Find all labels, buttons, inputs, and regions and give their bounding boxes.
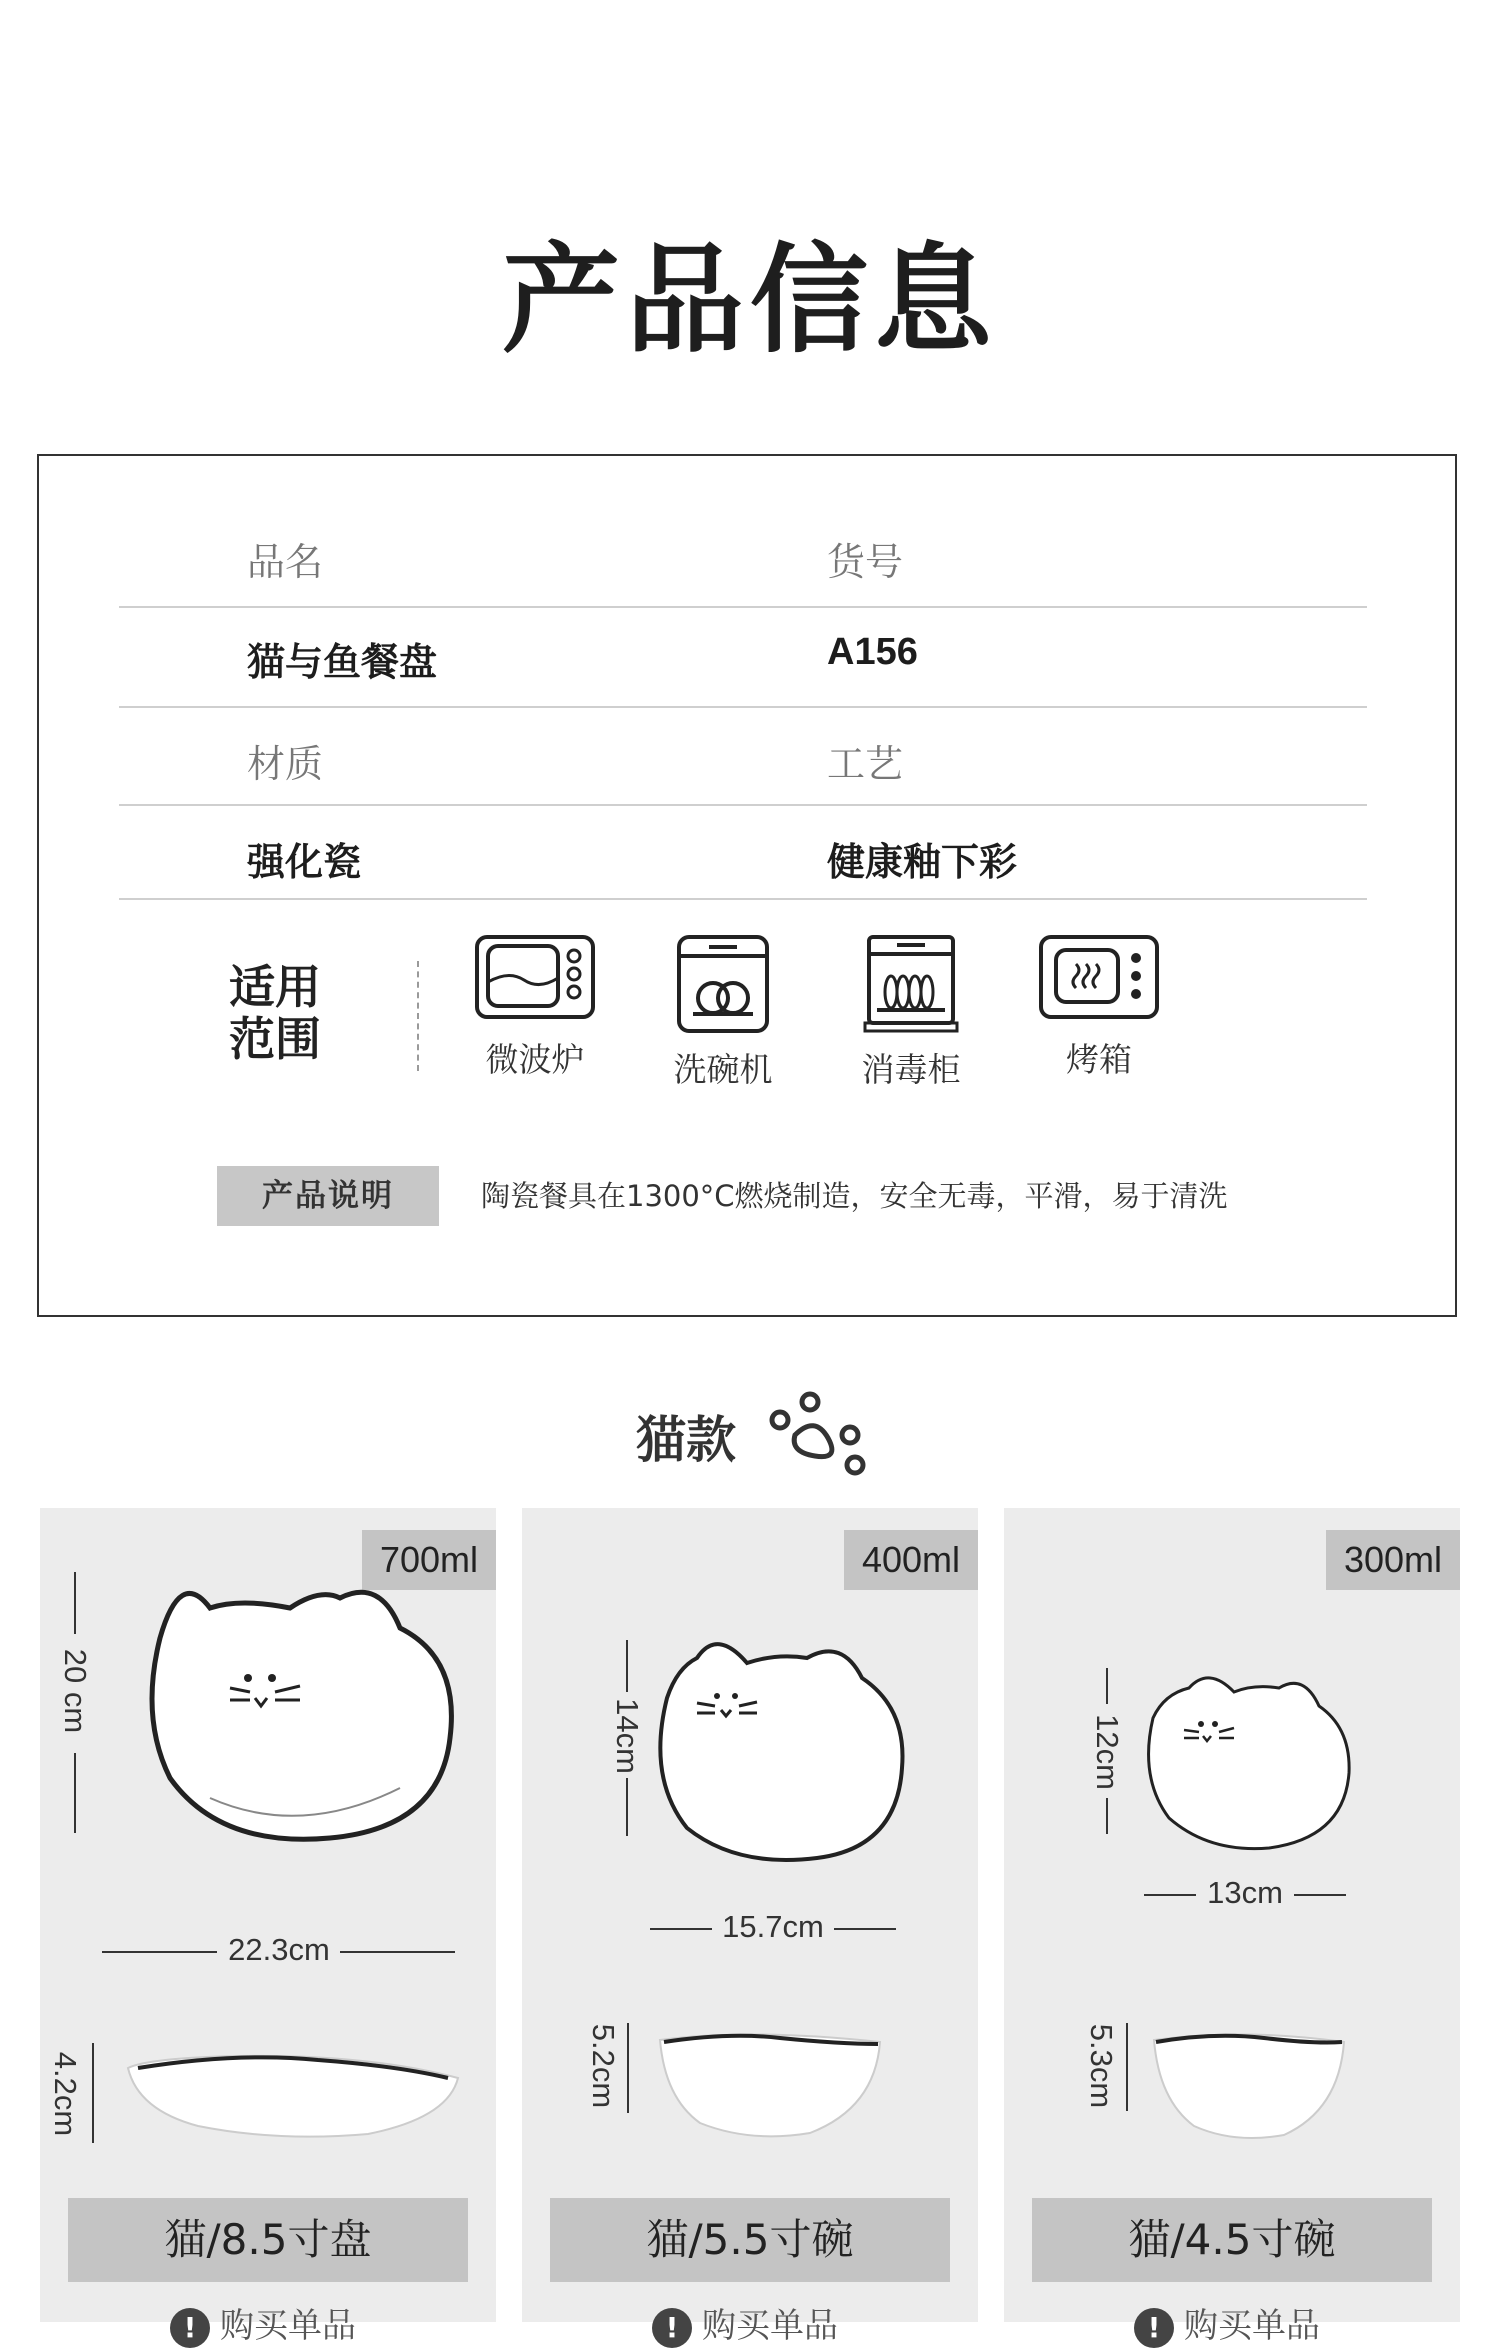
dimension-line <box>74 1753 76 1833</box>
buy-label: 购买单品 <box>1184 2306 1320 2346</box>
label-material: 材质 <box>247 742 324 786</box>
sterilizer-cabinet-icon <box>863 934 959 1034</box>
section-title: 猫款 <box>636 1411 736 1469</box>
product-card[interactable] <box>1004 1508 1460 2346</box>
label-item-number: 货号 <box>827 540 904 584</box>
value-material: 强化瓷 <box>247 840 362 884</box>
cat-bowl-small-side-view <box>1144 2020 1354 2150</box>
product-card[interactable] <box>40 1508 496 2346</box>
scope-title <box>229 961 321 1065</box>
dimension-line <box>1106 1668 1108 1704</box>
divider <box>119 606 1367 608</box>
height-dimension: 20 cm <box>58 1648 93 1734</box>
dimension-line <box>626 1778 628 1836</box>
capacity-badge: 300ml <box>1326 1530 1460 1590</box>
dimension-line <box>340 1951 455 1953</box>
dimension-line <box>74 1572 76 1634</box>
cat-bowl-side-view <box>650 2018 890 2148</box>
value-item-number: A156 <box>827 631 918 673</box>
scope-divider <box>417 961 419 1071</box>
paw-print-icon <box>760 1390 870 1480</box>
product-name: 猫/5.5寸碗 <box>550 2198 950 2282</box>
dishwasher-icon <box>675 934 771 1034</box>
scope-item-oven <box>1019 934 1179 1081</box>
scope-title-line2: 范围 <box>229 1012 321 1066</box>
divider <box>119 898 1367 900</box>
page-title: 产品信息 <box>501 231 998 369</box>
buy-label: 购买单品 <box>702 2306 838 2346</box>
depth-dimension: 4.2cm <box>48 2051 83 2137</box>
buy-single-link[interactable] <box>170 2298 356 2348</box>
description-text: 陶瓷餐具在1300°C燃烧制造，安全无毒，平滑，易于清洗 <box>481 1179 1228 1213</box>
scope-item-label: 消毒柜 <box>861 1050 961 1089</box>
scope-item-label: 微波炉 <box>485 1040 585 1079</box>
info-icon: ! <box>170 2308 210 2348</box>
dimension-line <box>626 1640 628 1692</box>
product-info-panel <box>37 454 1457 1317</box>
width-dimension: 22.3cm <box>228 1932 330 1967</box>
scope-item-sterilizer <box>831 934 991 1091</box>
value-product-name: 猫与鱼餐盘 <box>247 640 438 684</box>
width-dimension: 15.7cm <box>722 1909 824 1944</box>
divider <box>119 804 1367 806</box>
scope-item-label: 烤箱 <box>1066 1040 1132 1079</box>
label-craft: 工艺 <box>827 742 904 786</box>
width-dimension: 13cm <box>1207 1875 1283 1910</box>
dimension-line <box>92 2043 94 2143</box>
product-name: 猫/8.5寸盘 <box>68 2198 468 2282</box>
scope-item-microwave <box>455 934 615 1081</box>
cat-bowl-top-view <box>647 1618 917 1878</box>
height-dimension: 12cm <box>1090 1714 1125 1790</box>
info-icon: ! <box>1134 2308 1174 2348</box>
dimension-line <box>627 2023 629 2113</box>
scope-title-line1: 适用 <box>229 960 321 1014</box>
cat-bowl-small-top-view <box>1139 1658 1359 1858</box>
description-tag: 产品说明 <box>217 1166 439 1226</box>
height-dimension: 14cm <box>610 1698 645 1774</box>
oven-icon <box>1038 934 1160 1024</box>
dimension-line <box>834 1928 896 1930</box>
microwave-icon <box>474 934 596 1024</box>
cat-plate-top-view <box>100 1548 460 1868</box>
dimension-line <box>1144 1894 1196 1896</box>
dimension-line <box>650 1928 712 1930</box>
scope-item-label: 洗碗机 <box>673 1050 773 1089</box>
divider <box>119 706 1367 708</box>
depth-dimension: 5.2cm <box>586 2023 621 2109</box>
buy-single-link[interactable] <box>1134 2298 1320 2348</box>
dimension-line <box>1106 1798 1108 1834</box>
capacity-badge: 700ml <box>362 1530 496 1590</box>
scope-item-dishwasher <box>643 934 803 1091</box>
product-name: 猫/4.5寸碗 <box>1032 2198 1432 2282</box>
dimension-line <box>102 1951 217 1953</box>
buy-label: 购买单品 <box>220 2306 356 2346</box>
depth-dimension: 5.3cm <box>1084 2023 1119 2109</box>
info-icon: ! <box>652 2308 692 2348</box>
value-craft: 健康釉下彩 <box>827 840 1018 884</box>
buy-single-link[interactable] <box>652 2298 838 2348</box>
dimension-line <box>1294 1894 1346 1896</box>
cat-plate-side-view <box>118 2038 468 2148</box>
dimension-line <box>1126 2023 1128 2111</box>
label-product-name: 品名 <box>247 540 324 584</box>
capacity-badge: 400ml <box>844 1530 978 1590</box>
product-card[interactable] <box>522 1508 978 2346</box>
